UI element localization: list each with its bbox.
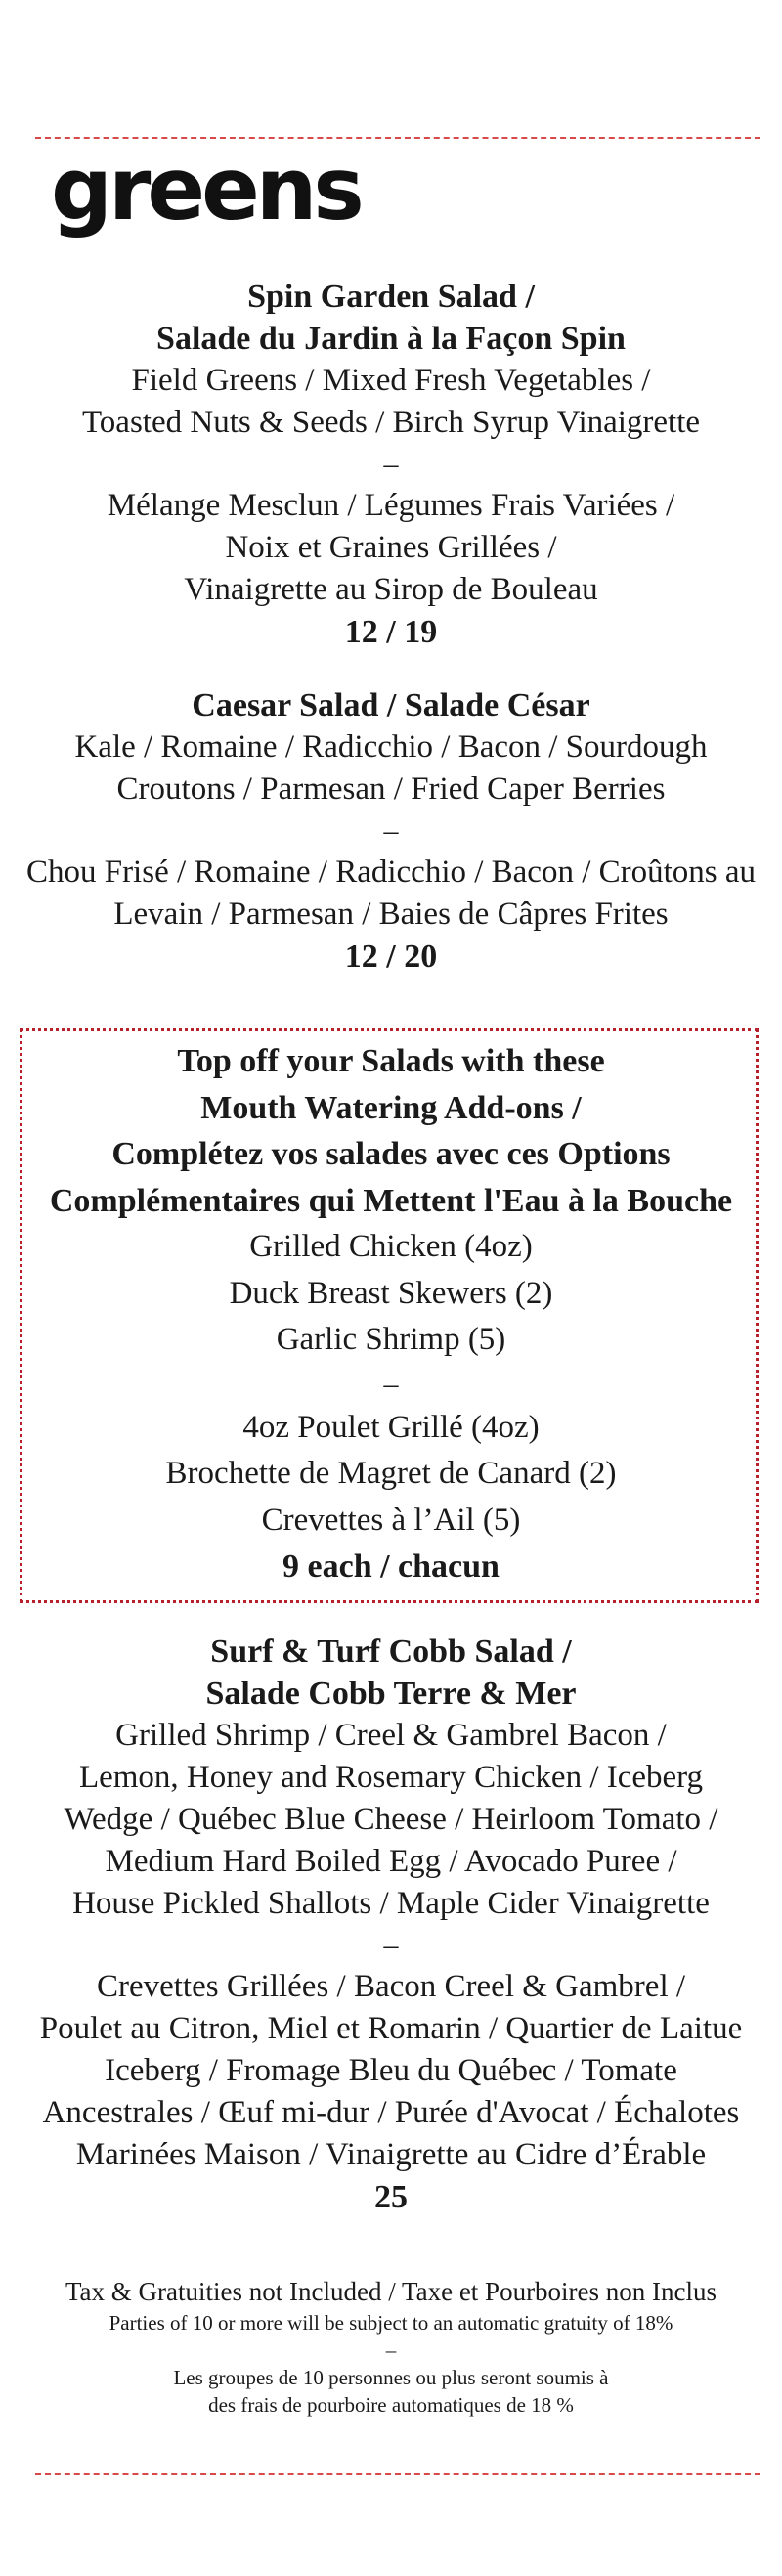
menu-item-spin-garden-salad [0,276,782,653]
item-desc-en-line: Toasted Nuts & Seeds / Birch Syrup Vinaigrette [81,405,701,440]
addon-item-fr: Brochette de Magret de Canard (2) [165,1456,617,1491]
language-separator: – [383,1367,399,1400]
bottom-divider [35,2473,760,2475]
language-separator: – [385,2338,397,2362]
addon-item-en: Garlic Shrimp (5) [276,1322,506,1357]
item-title-en: Spin Garden Salad / [247,279,535,315]
item-desc-en-line: Wedge / Québec Blue Cheese / Heirloom Tomato / [64,1802,718,1837]
item-desc-fr-line: Chou Frisé / Romaine / Radicchio / Bacon / Croûtons au [25,854,757,890]
addon-item-fr: Crevettes à l’Ail (5) [261,1502,521,1538]
addons-price: 9 each / chacun [282,1549,500,1585]
item-desc-fr-line: Iceberg / Fromage Bleu du Québec / Tomate [105,2053,677,2088]
item-desc-fr-line: Poulet au Citron, Miel et Romarin / Quartier de Laitue [39,2011,743,2046]
item-desc-en-line: Croutons / Parmesan / Fried Caper Berries [116,771,666,807]
item-desc-fr-line: Vinaigrette au Sirop de Bouleau [184,572,598,607]
addons-title-line: Complétez vos salades avec ces Options [111,1136,671,1172]
addons-section [0,1038,782,1591]
item-price: 12 / 19 [344,614,438,650]
item-desc-fr-line: Levain / Parmesan / Baies de Câpres Frites [113,896,669,932]
section-heading: greens [51,139,361,240]
gratuity-note-en: Parties of 10 or more will be subject to an automatic gratuity of 18% [109,2311,673,2335]
item-price: 25 [374,2179,408,2215]
menu-item-surf-turf-cobb-salad [0,1631,782,2218]
menu-item-caesar-salad [0,684,782,978]
addons-title-line: Top off your Salads with these [177,1043,605,1079]
item-title-fr: Salade du Jardin à la Façon Spin [156,321,626,357]
item-desc-fr-line: Mélange Mesclun / Légumes Frais Variées / [107,488,675,523]
item-title-en: Surf & Turf Cobb Salad / [210,1634,572,1670]
addons-title-line: Complémentaires qui Mettent l'Eau à la Bouche [49,1182,733,1219]
item-desc-en-line: Grilled Shrimp / Creel & Gambrel Bacon / [115,1718,667,1753]
footer-notes [0,2274,782,2419]
gratuity-note-fr: des frais de pourboire automatiques de 18 % [208,2393,574,2417]
addon-item-en: Grilled Chicken (4oz) [249,1229,533,1264]
addon-item-fr: 4oz Poulet Grillé (4oz) [242,1409,540,1445]
item-desc-en-line: Medium Hard Boiled Egg / Avocado Puree / [105,1844,677,1879]
item-desc-en-line: House Pickled Shallots / Maple Cider Vinaigrette [72,1886,710,1921]
tax-note: Tax & Gratuities not Included / Taxe et Pourboires non Inclus [65,2277,717,2306]
item-desc-en-line: Field Greens / Mixed Fresh Vegetables / [131,363,651,398]
item-desc-fr-line: Noix et Graines Grillées / [225,530,557,565]
item-price: 12 / 20 [344,939,438,975]
item-desc-fr-line: Crevettes Grillées / Bacon Creel & Gambrel / [96,1969,686,2004]
language-separator: – [383,814,399,847]
addon-item-en: Duck Breast Skewers (2) [229,1275,553,1311]
item-desc-en-line: Lemon, Honey and Rosemary Chicken / Iceberg [78,1760,704,1795]
item-desc-fr-line: Marinées Maison / Vinaigrette au Cidre d’Érable [75,2137,707,2172]
item-desc-en-line: Kale / Romaine / Radicchio / Bacon / Sourdough [74,729,708,764]
addons-title-line: Mouth Watering Add-ons / [200,1089,582,1126]
language-separator: – [383,448,399,480]
language-separator: – [383,1929,399,1961]
item-title: Caesar Salad / Salade César [192,687,590,723]
item-title-fr: Salade Cobb Terre & Mer [205,1676,577,1712]
gratuity-note-fr: Les groupes de 10 personnes ou plus seront soumis à [173,2366,609,2389]
item-desc-fr-line: Ancestrales / Œuf mi-dur / Purée d'Avocat / Échalotes [42,2095,740,2130]
